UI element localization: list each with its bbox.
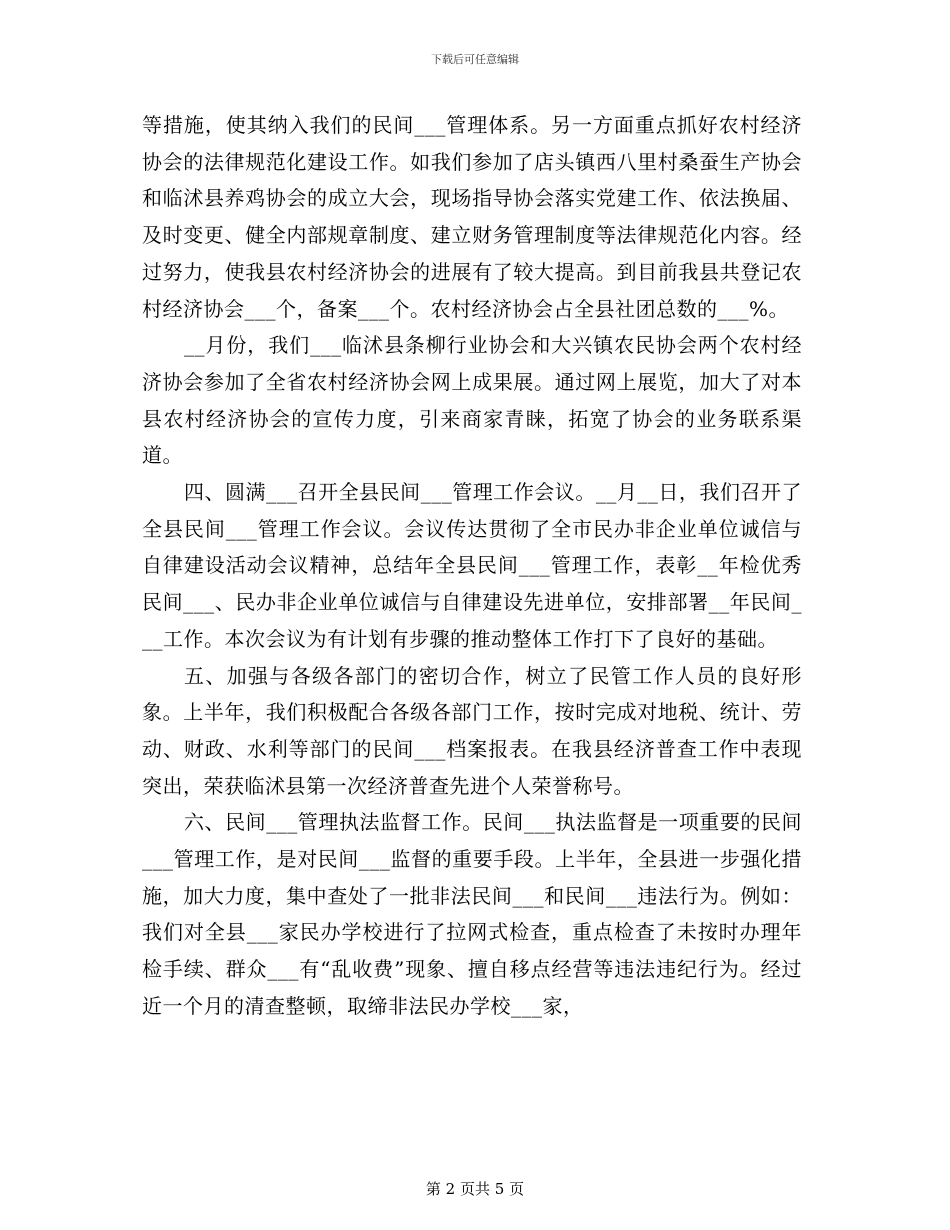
paragraph-1: 等措施，使其纳入我们的民间___管理体系。另一方面重点抓好农村经济协会的法律规范化建设工作。如我们参加了店头镇西八里村桑蚕生产协会和临沭县养鸡协会的成立大会，现场指导协会落实党建工作、依法换届、及时变更、健全内部规章制度、建立财务管理制度等法律规范化内容。经过努力，使我县农村经济协会的进展有了较大提高。到目前我县共登记农村经济协会___个，备案___个。农村经济协会占全县社团总数的___%。 [142,113,802,321]
paragraph-5: 六、民间___管理执法监督工作。民间___执法监督是一项重要的民间___管理工作，是对民间___监督的重要手段。上半年，全县进一步强化措施，加大力度，集中查处了一批非法民间___和民间___违法行为。例如：我们对全县___家民办学校进行了拉网式检查，重点检查了未按时办理年检手续、群众___有“乱收费”现象、擅自移点经营等违法违纪行为。经过近一个月的清查整顿，取缔非法民办学校___家， [142,810,802,1018]
paragraph-2: __月份，我们___临沭县条柳行业协会和大兴镇农民协会两个农村经济协会参加了全省农村经济协会网上成果展。通过网上展览，加大了对本县农村经济协会的宣传力度，引来商家青睐，拓宽了协会的业务联系渠道。 [142,333,802,468]
paragraph-3: 四、圆满___召开全县民间___管理工作会议。__月__日，我们召开了全县民间___管理工作会议。会议传达贯彻了全市民办非企业单位诚信与自律建设活动会议精神，总结年全县民间___管理工作，表彰__年检优秀民间___、民办非企业单位诚信与自律建设先进单位，安排部署__年民间___工作。本次会议为有计划有步骤的推动整体工作打下了良好的基础。 [142,480,802,651]
paragraph-4: 五、加强与各级各部门的密切合作，树立了民管工作人员的良好形象。上半年，我们积极配合各级各部门工作，按时完成对地税、统计、劳动、财政、水利等部门的民间___档案报表。在我县经济普查工作中表现突出，荣获临沭县第一次经济普查先进个人荣誉称号。 [142,663,802,798]
page-header: 下载后可任意编辑 [431,53,519,66]
document-body [142,107,802,1025]
page-footer: 第 2 页共 5 页 [425,1180,525,1198]
